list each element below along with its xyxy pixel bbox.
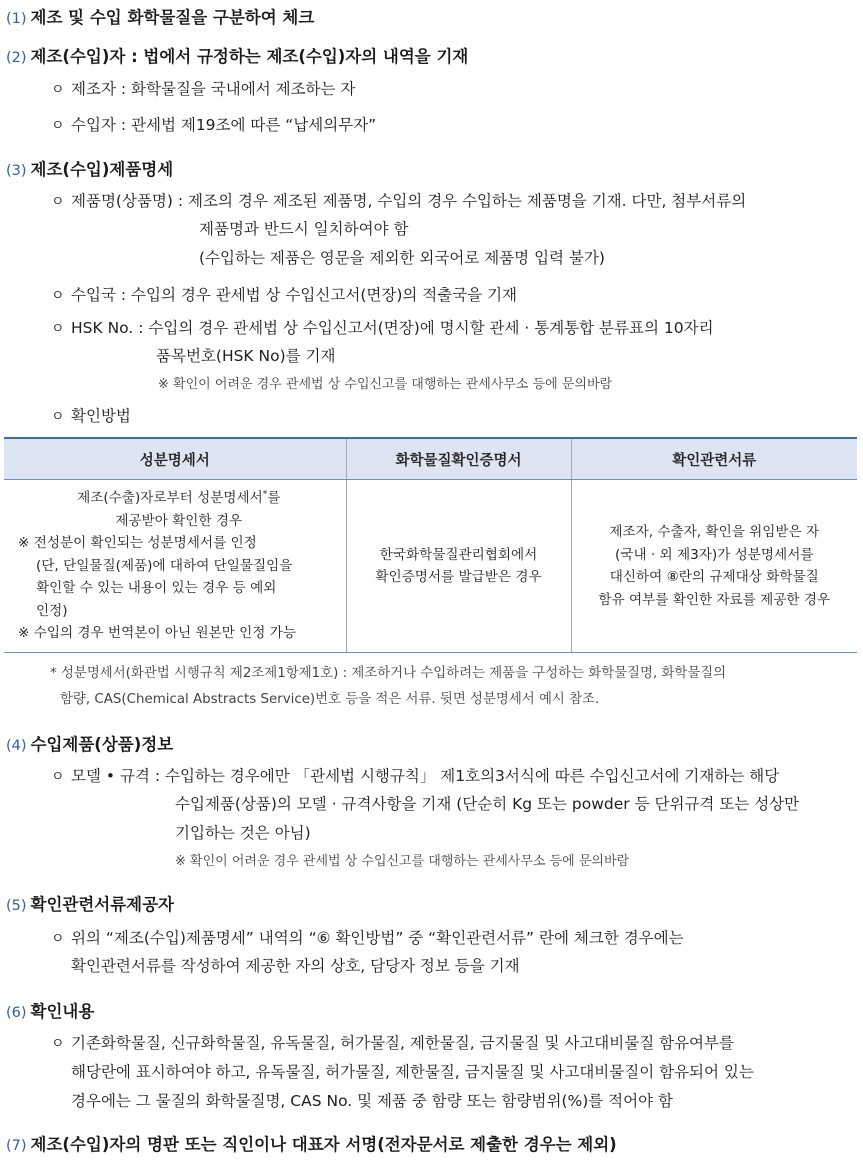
bullet-icon: ㅇ bbox=[51, 1036, 65, 1052]
section-title: 제조(수입)제품명세 bbox=[30, 160, 174, 179]
section-5-heading bbox=[6, 891, 174, 915]
footnote-line: 함량, CAS(Chemical Abstracts Service)번호 등을 적은 서류. 뒷면 성분명세서 예시 참조. bbox=[60, 692, 600, 707]
bullet-icon: ㅇ bbox=[51, 194, 65, 210]
note-text: ※ 확인이 어려운 경우 관세법 상 수입신고를 대행하는 관세사무소 등에 문의바람 bbox=[158, 377, 613, 392]
list-item: ㅇ 제조자 : 화학물질을 국내에서 제조하는 자 bbox=[51, 80, 356, 98]
section-number: (3) bbox=[6, 163, 27, 179]
list-item: ㅇ 제품명(상품명) : 제조의 경우 제조된 제품명, 수입의 경우 수입하는 제품명을 기재. 다만, 첨부서류의 bbox=[51, 192, 747, 210]
list-item: ㅇ HSK No. : 수입의 경우 관세법 상 수입신고서(면장)에 명시할 관세 · 통계통합 분류표의 10자리 bbox=[51, 319, 714, 337]
section-7-heading bbox=[6, 1131, 617, 1155]
footnote-mark: * bbox=[262, 489, 268, 500]
section-3-heading bbox=[6, 156, 173, 180]
verification-method-table bbox=[4, 437, 857, 653]
table-cell-composition: 제조(수출)자로부터 성분명세서*를 제공받아 확인한 경우 ※ 전성분이 확인되는 성분명세서를 인정 (단, 단일물질(제품)에 대하여 단일물질임을 확인할 수 있는 내용이 있는 경우 등 예외 인정) ※ 수입의 경우 번역본이 아닌 원본만 인정 가능 bbox=[4, 480, 346, 653]
section-number: (5) bbox=[6, 898, 27, 914]
list-item: ㅇ 수입자 : 관세법 제19조에 따른 “납세의무자” bbox=[51, 116, 377, 134]
bullet-icon: ㅇ bbox=[51, 82, 65, 98]
table-header: 확인관련서류 bbox=[571, 438, 857, 480]
section-4-heading bbox=[6, 731, 173, 755]
section-6-heading bbox=[6, 998, 94, 1022]
section-title: 제조 및 수입 화학물질을 구분하여 체크 bbox=[30, 8, 315, 27]
list-item: ㅇ 모델 • 규격 : 수입하는 경우에만 「관세법 시행규칙」 제1호의3서식에 따른 수입신고서에 기재하는 해당 bbox=[51, 767, 780, 785]
list-item: ㅇ 기존화학물질, 신규화학물질, 유독물질, 허가물질, 제한물질, 금지물질 및 사고대비물질 함유여부를 bbox=[51, 1034, 734, 1052]
table-row bbox=[4, 480, 857, 653]
table-header: 화학물질확인증명서 bbox=[346, 438, 571, 480]
section-title: 수입제품(상품)정보 bbox=[30, 735, 174, 754]
section-title: 제조(수입)자의 명판 또는 직인이나 대표자 서명(전자문서로 제출한 경우는 제외) bbox=[30, 1135, 617, 1154]
section-number: (4) bbox=[6, 738, 27, 754]
bullet-icon: ㅇ bbox=[51, 118, 65, 134]
section-2-heading bbox=[6, 43, 468, 67]
bullet-icon: ㅇ bbox=[51, 409, 65, 425]
list-item: ㅇ 확인방법 bbox=[51, 407, 131, 425]
section-1-heading bbox=[6, 4, 314, 28]
list-item-continuation: 수입제품(상품)의 모델 · 규격사항을 기재 (단순히 Kg 또는 powder 등 단위규격 또는 성상만 bbox=[175, 795, 800, 813]
table-header-row bbox=[4, 438, 857, 480]
bullet-icon: ㅇ bbox=[51, 321, 65, 337]
table-cell-related-docs: 제조자, 수출자, 확인을 위임받은 자 (국내 · 외 제3자)가 성분명세서를 대신하여 ⑧란의 규제대상 화학물질 함유 여부를 확인한 자료를 제공한 경우 bbox=[571, 480, 857, 653]
list-item: ㅇ 수입국 : 수입의 경우 관세법 상 수입신고서(면장)의 적출국을 기재 bbox=[51, 286, 518, 304]
bullet-icon: ㅇ bbox=[51, 288, 65, 304]
section-title: 확인관련서류제공자 bbox=[30, 895, 174, 914]
list-item-continuation: (수입하는 제품은 영문을 제외한 외국어로 제품명 입력 불가) bbox=[199, 249, 605, 267]
bullet-icon: ㅇ bbox=[51, 769, 65, 785]
footnote-line: * 성분명세서(화관법 시행규칙 제2조제1항제1호) : 제조하거나 수입하려는 제품을 구성하는 화학물질명, 화학물질의 bbox=[50, 666, 727, 681]
section-number: (7) bbox=[6, 1138, 27, 1154]
list-item-continuation: 해당란에 표시하여야 하고, 유독물질, 허가물질, 제한물질, 금지물질 및 사고대비물질이 함유되어 있는 bbox=[71, 1063, 754, 1081]
note-text: ※ 확인이 어려운 경우 관세법 상 수입신고를 대행하는 관세사무소 등에 문의바람 bbox=[175, 854, 630, 869]
section-title: 확인내용 bbox=[30, 1002, 95, 1021]
section-number: (1) bbox=[6, 11, 27, 27]
list-item-continuation: 제품명과 반드시 일치하여야 함 bbox=[199, 220, 409, 238]
section-number: (2) bbox=[6, 50, 27, 66]
list-item: ㅇ 위의 “제조(수입)제품명세” 내역의 “⑥ 확인방법” 중 “확인관련서류” 란에 체크한 경우에는 bbox=[51, 929, 684, 947]
list-item-continuation: 품목번호(HSK No)를 기재 bbox=[156, 347, 336, 365]
list-item-continuation: 확인관련서류를 작성하여 제공한 자의 상호, 담당자 정보 등을 기재 bbox=[71, 957, 520, 975]
bullet-icon: ㅇ bbox=[51, 931, 65, 947]
section-title: 제조(수입)자 : 법에서 규정하는 제조(수입)자의 내역을 기재 bbox=[30, 47, 469, 66]
list-item-continuation: 경우에는 그 물질의 화학물질명, CAS No. 및 제품 중 함량 또는 함량범위(%)를 적어야 함 bbox=[71, 1092, 673, 1110]
list-item-continuation: 기입하는 것은 아님) bbox=[175, 824, 311, 842]
table-header: 성분명세서 bbox=[4, 438, 346, 480]
table-cell-certificate: 한국화학물질관리협회에서 확인증명서를 발급받은 경우 bbox=[346, 480, 571, 653]
section-number: (6) bbox=[6, 1005, 27, 1021]
